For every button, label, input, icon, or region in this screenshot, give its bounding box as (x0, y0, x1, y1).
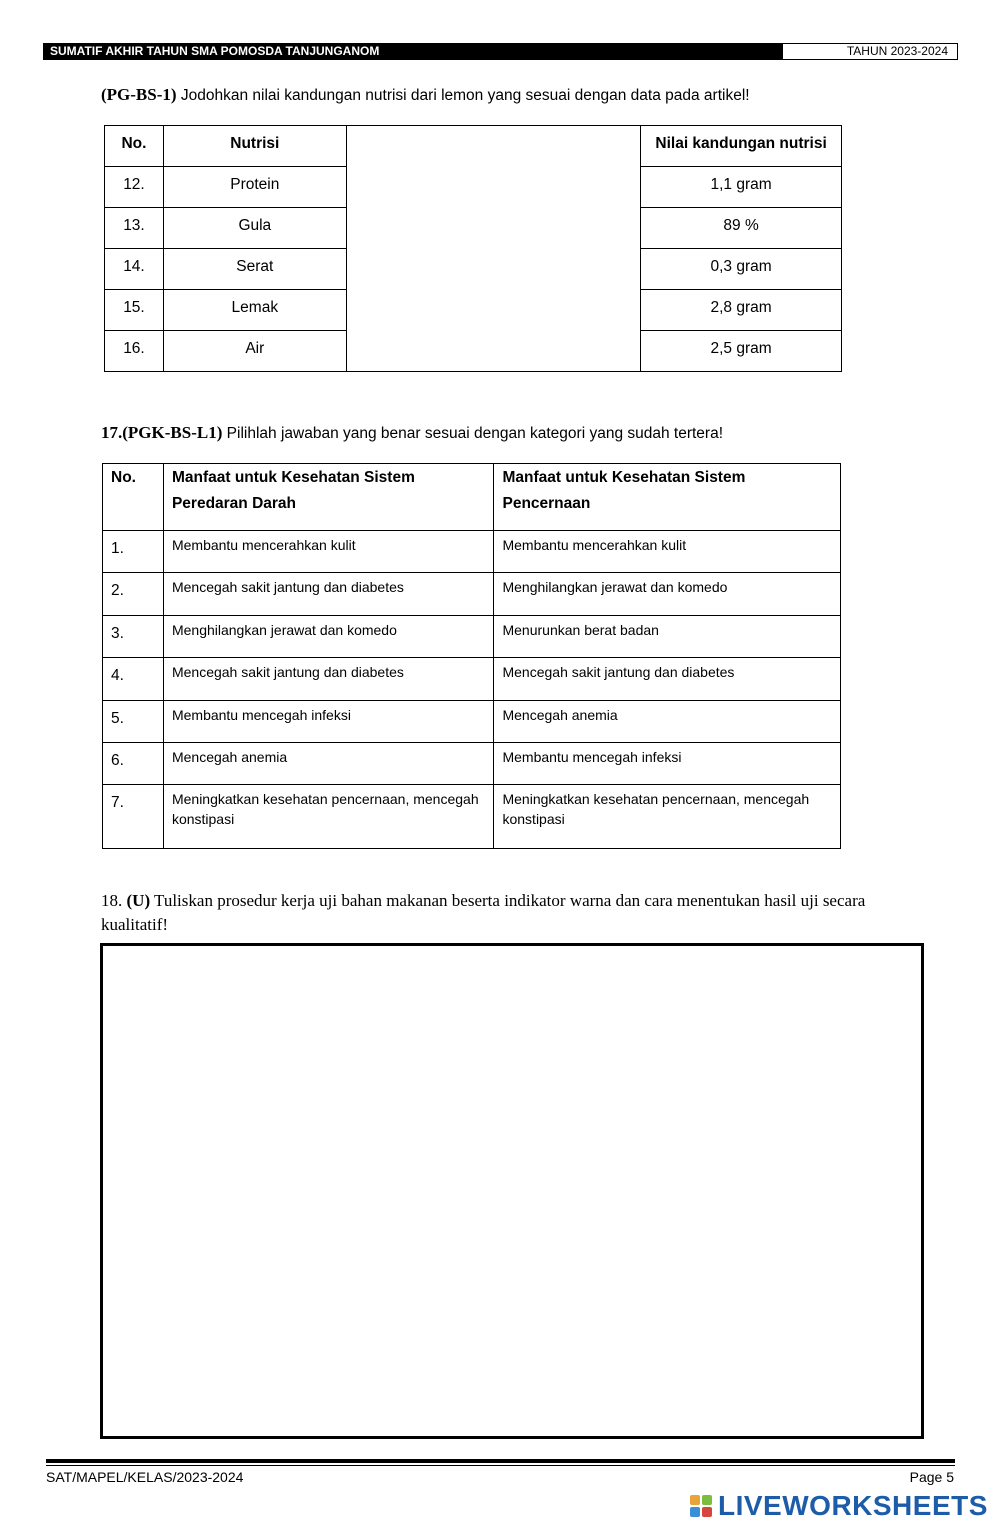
row-no: 7. (103, 785, 164, 849)
option-pencernaan[interactable]: Mencegah anemia (494, 700, 841, 742)
option-pencernaan[interactable]: Membantu mencegah infeksi (494, 742, 841, 784)
row-no: 4. (103, 658, 164, 700)
document-header-title: SUMATIF AKHIR TAHUN SMA POMOSDA TANJUNGANOM (43, 43, 782, 60)
footer-divider-thin (46, 1465, 955, 1466)
question-1-code: (PG-BS-1) (101, 85, 177, 104)
answer-text-box[interactable] (100, 943, 924, 1439)
row-no: 15. (105, 290, 164, 331)
document-header-year: TAHUN 2023-2024 (782, 43, 958, 60)
footer-code: SAT/MAPEL/KELAS/2023-2024 (46, 1469, 244, 1485)
option-pencernaan[interactable]: Menghilangkan jerawat dan komedo (494, 573, 841, 615)
option-peredaran-darah[interactable]: Meningkatkan kesehatan pencernaan, mencegah konstipasi (163, 785, 494, 849)
footer-divider (46, 1459, 955, 1463)
table-row (103, 573, 841, 615)
row-no: 1. (103, 531, 164, 573)
question-1-text: Jodohkan nilai kandungan nutrisi dari lemon yang sesuai dengan data pada artikel! (176, 87, 750, 104)
table-row (103, 615, 841, 657)
question-1 (101, 84, 750, 107)
page-number: Page 5 (909, 1469, 954, 1485)
row-no: 12. (105, 167, 164, 208)
row-no: 6. (103, 742, 164, 784)
option-pencernaan[interactable]: Meningkatkan kesehatan pencernaan, mencegah konstipasi (494, 785, 841, 849)
header-nilai: Nilai kandungan nutrisi (641, 126, 842, 167)
category-table-header (103, 464, 841, 531)
row-no: 2. (103, 573, 164, 615)
option-pencernaan[interactable]: Mencegah sakit jantung dan diabetes (494, 658, 841, 700)
row-no: 3. (103, 615, 164, 657)
question-17-text: Pilihlah jawaban yang benar sesuai dengan kategori yang sudah tertera! (222, 425, 724, 442)
liveworksheets-icon (690, 1495, 712, 1517)
table-row (103, 785, 841, 849)
question-17-code: 17.(PGK-BS-L1) (101, 423, 223, 442)
header-no: No. (103, 464, 164, 531)
question-17 (101, 422, 723, 445)
liveworksheets-logo (690, 1488, 988, 1524)
nilai-item[interactable]: 2,8 gram (641, 290, 842, 331)
nilai-item[interactable]: 0,3 gram (641, 249, 842, 290)
nilai-item[interactable]: 89 % (641, 208, 842, 249)
option-peredaran-darah[interactable]: Mencegah anemia (163, 742, 494, 784)
option-pencernaan[interactable]: Membantu mencerahkan kulit (494, 531, 841, 573)
header-nutrisi: Nutrisi (163, 126, 346, 167)
table-row (103, 742, 841, 784)
row-no: 13. (105, 208, 164, 249)
nutrisi-item[interactable]: Gula (163, 208, 346, 249)
table-row (103, 658, 841, 700)
category-table (102, 463, 841, 849)
option-peredaran-darah[interactable]: Menghilangkan jerawat dan komedo (163, 615, 494, 657)
nutrisi-item[interactable]: Serat (163, 249, 346, 290)
row-no: 14. (105, 249, 164, 290)
nutrisi-item[interactable]: Air (163, 331, 346, 372)
nilai-item[interactable]: 1,1 gram (641, 167, 842, 208)
nutrisi-item[interactable]: Protein (163, 167, 346, 208)
matching-table-header (105, 126, 842, 167)
question-18-code: (U) (126, 891, 151, 910)
liveworksheets-brand: LIVEWORKSHEETS (718, 1490, 988, 1521)
question-18-number: 18. (101, 891, 123, 910)
table-row (103, 700, 841, 742)
option-peredaran-darah[interactable]: Mencegah sakit jantung dan diabetes (163, 658, 494, 700)
matching-area[interactable] (346, 126, 640, 372)
nilai-item[interactable]: 2,5 gram (641, 331, 842, 372)
row-no: 5. (103, 700, 164, 742)
option-pencernaan[interactable]: Menurunkan berat badan (494, 615, 841, 657)
header-no: No. (105, 126, 164, 167)
option-peredaran-darah[interactable]: Membantu mencerahkan kulit (163, 531, 494, 573)
option-peredaran-darah[interactable]: Membantu mencegah infeksi (163, 700, 494, 742)
table-row (103, 531, 841, 573)
option-peredaran-darah[interactable]: Mencegah sakit jantung dan diabetes (163, 573, 494, 615)
row-no: 16. (105, 331, 164, 372)
question-18-text: Tuliskan prosedur kerja uji bahan makanan beserta indikator warna dan cara menentukan hasil uji secara kualitatif! (101, 891, 866, 934)
matching-table (104, 125, 842, 372)
nutrisi-item[interactable]: Lemak (163, 290, 346, 331)
header-peredaran-darah: Manfaat untuk Kesehatan Sistem Peredaran Darah (163, 464, 494, 531)
header-pencernaan: Manfaat untuk Kesehatan Sistem Pencernaan (494, 464, 841, 531)
question-18 (101, 889, 931, 937)
